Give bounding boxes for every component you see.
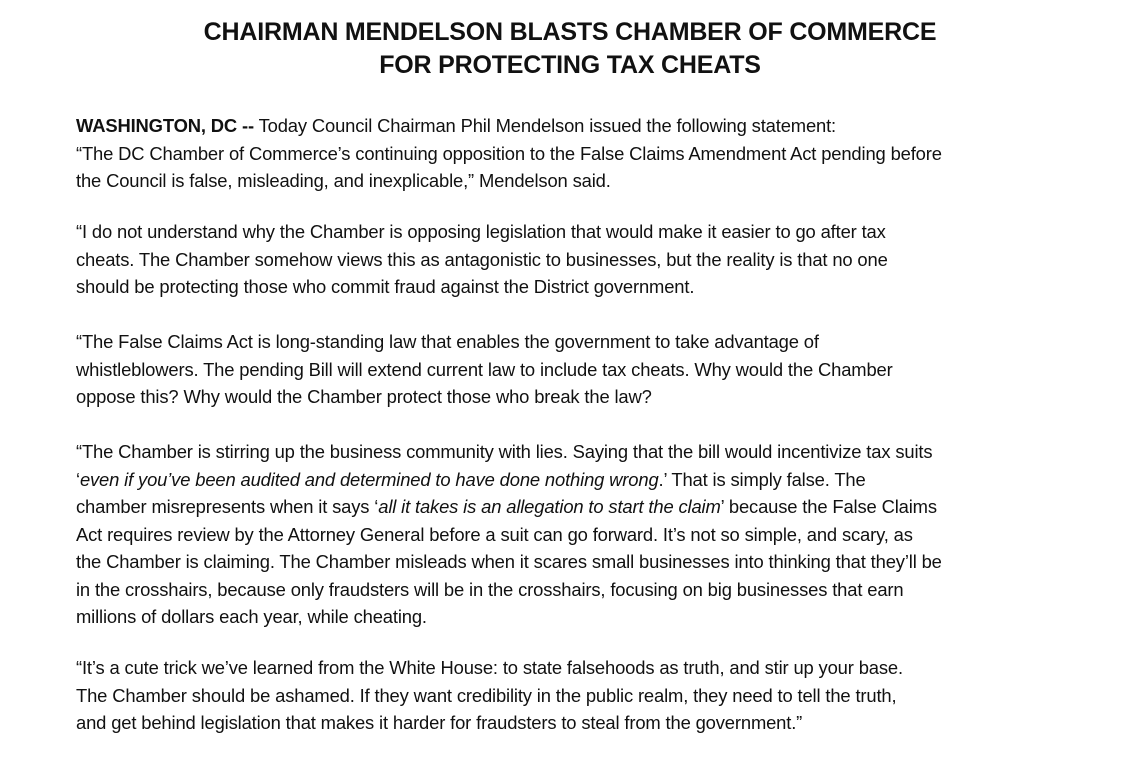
paragraph-4-line-7: millions of dollars each year, while cheating. [76,606,427,627]
italic-quote-allegation: all it takes is an allegation to start the claim [378,496,721,517]
dateline: WASHINGTON, DC -- [76,115,254,136]
paragraph-4-line-5: the Chamber is claiming. The Chamber misleads when it scares small businesses into thinking that they’ll be [76,551,942,572]
paragraph-3-line-3: oppose this? Why would the Chamber protect those who break the law? [76,386,652,407]
paragraph-4-line-1: “The Chamber is stirring up the business community with lies. Saying that the bill would incentivize tax suits [76,441,933,462]
paragraph-4-line-4: Act requires review by the Attorney General before a suit can go forward. It’s not so simple, and scary, as [76,523,913,545]
paragraph-5-line-3: and get behind legislation that makes it harder for fraudsters to steal from the government.” [76,712,803,733]
paragraph-3-line-2: whistleblowers. The pending Bill will extend current law to include tax cheats. Why would the Chamber [76,358,893,380]
paragraph-4-line-3-start: chamber misrepresents when it says ‘ [76,496,379,517]
paragraph-4-line-2 [76,466,1076,494]
headline-line-1: CHAIRMAN MENDELSON BLASTS CHAMBER OF COMMERCE [203,18,937,46]
paragraph-intro-line-3: the Council is false, misleading, and inexplicable,” Mendelson said. [76,170,611,191]
paragraph-intro-line-1 [76,112,1076,140]
paragraph-intro-line-2: “The DC Chamber of Commerce’s continuing opposition to the False Claims Amendment Act pending before [76,142,942,164]
intro-text: Today Council Chairman Phil Mendelson issued the following statement: [253,115,837,136]
paragraph-3-line-1: “The False Claims Act is long-standing law that enables the government to take advantage of [76,331,819,352]
paragraph-4-line-3 [76,493,1076,521]
italic-quote-audited: even if you’ve been audited and determined to have done nothing wrong [79,468,659,490]
paragraph-5 [76,654,1076,737]
paragraph-2-line-1: “I do not understand why the Chamber is opposing legislation that would make it easier to go after tax [76,221,886,242]
headline [0,16,1140,82]
open-quote: ‘ [76,468,80,490]
paragraph-2 [76,218,1076,301]
paragraph-5-line-2: The Chamber should be ashamed. If they want credibility in the public realm, they need to tell the truth, [76,684,897,706]
paragraph-4 [76,438,1076,631]
paragraph-4-line-2-rest: .’ That is simply false. The [658,468,866,490]
headline-line-2: FOR PROTECTING TAX CHEATS [379,51,761,79]
paragraph-2-line-2: cheats. The Chamber somehow views this as antagonistic to businesses, but the reality is that no one [76,248,888,270]
paragraph-3 [76,328,1076,411]
paragraph-intro [76,112,1076,195]
paragraph-4-line-3-rest: ’ because the False Claims [720,496,937,517]
paragraph-4-line-6: in the crosshairs, because only fraudsters will be in the crosshairs, focusing on big businesses that earn [76,578,904,600]
paragraph-2-line-3: should be protecting those who commit fraud against the District government. [76,276,695,297]
paragraph-5-line-1: “It’s a cute trick we’ve learned from the White House: to state falsehoods as truth, and stir up your base. [76,657,903,678]
